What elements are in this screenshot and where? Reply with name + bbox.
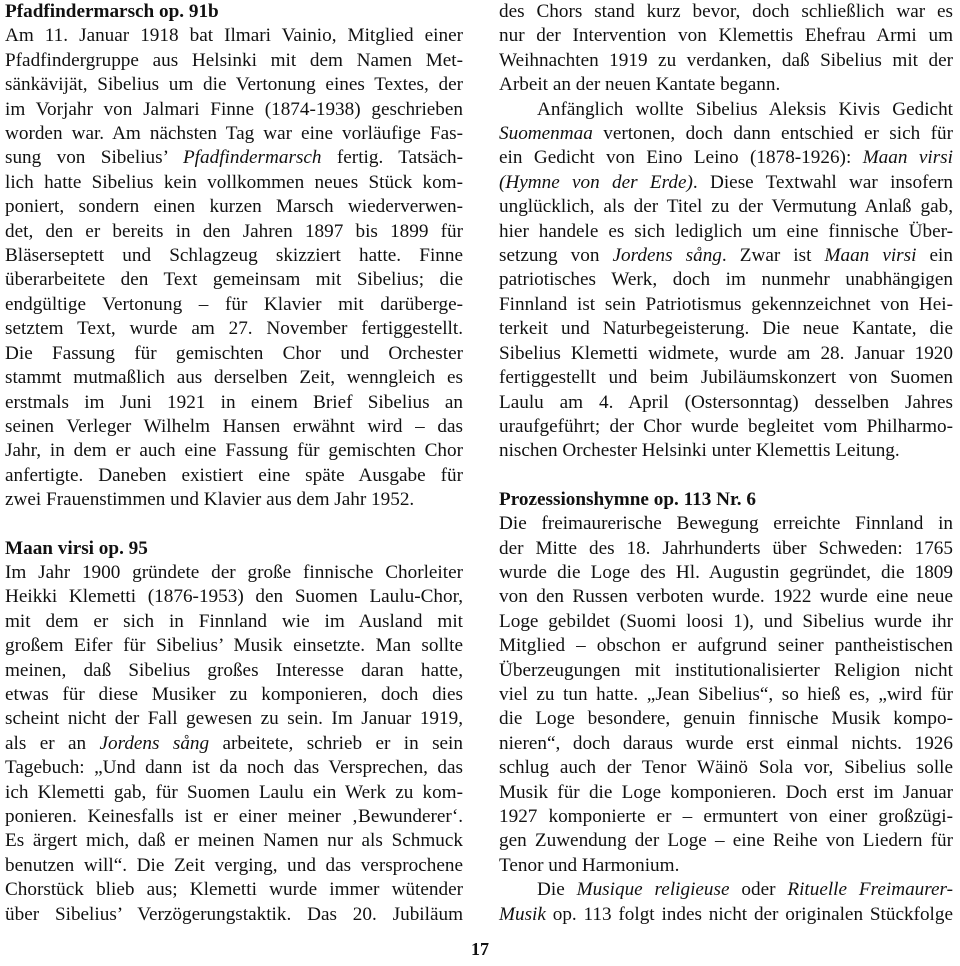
- text-line: nischen Orchester Helsinki unter Klemettis Leitung.: [499, 440, 900, 462]
- text-line: anfertigte. Daneben existiert eine späte Ausgabe für: [5, 464, 463, 486]
- text-line: endgültige Vertonung – für Klavier mit darüberge-: [5, 293, 463, 315]
- text-line: ein Gedicht von Eino Leino (1878-1926): Maan virsi: [499, 147, 953, 169]
- text-line: setztem Text, wurde am 27. November fertiggestellt.: [5, 318, 463, 340]
- text-line: stammt mutmaßlich aus derselben Zeit, wenngleich es: [5, 367, 463, 389]
- text-line: überarbeitete den Text gemeinsam mit Sibelius; die: [5, 269, 463, 291]
- text-line: zwei Frauenstimmen und Klavier aus dem Jahr 1952.: [5, 489, 415, 511]
- text-line: Bläserseptett und Schlagzeug skizziert hatte. Finne: [5, 245, 463, 267]
- text-line: Tenor und Harmonium.: [499, 854, 680, 876]
- text-line: det, den er bereits in den Jahren 1897 bis 1899 für: [5, 220, 463, 242]
- text-line: Anfänglich wollte Sibelius Aleksis Kivis Gedicht: [537, 98, 953, 120]
- text-line: Laulu am 4. April (Ostersonntag) desselben Jahres: [499, 391, 953, 413]
- prozessionshymne-paragraph: [499, 512, 953, 878]
- section-title-maan-virsi: Maan virsi op. 95: [5, 537, 148, 559]
- text-line: Suomenmaa vertonen, doch dann entschied er sich für: [499, 123, 953, 145]
- text-line: uraufgeführt; der Chor wurde begleitet vom Philharmo-: [499, 415, 953, 437]
- text-line: seinen Verleger Wilhelm Hansen erwähnt wird – das: [5, 415, 463, 437]
- text-line: worden war. Am nächsten Tag war eine vorläufige Fas-: [5, 123, 463, 145]
- text-line: Im Jahr 1900 gründete der große finnische Chorleiter: [5, 561, 463, 583]
- text-line: von den Russen verboten wurde. 1922 wurde eine neue: [499, 586, 953, 608]
- text-line: Weihnachten 1919 zu verdanken, daß Sibelius mit der: [499, 49, 953, 71]
- text-line: des Chors stand kurz bevor, doch schließlich war es: [499, 1, 953, 22]
- prozessionshymne-paragraph-2: [499, 878, 953, 927]
- right-column: [499, 0, 953, 927]
- text-line: Die freimaurerische Bewegung erreichte Finnland in: [499, 513, 953, 535]
- text-line: terkeit und Naturbegeisterung. Die neue Kantate, die: [499, 318, 953, 340]
- text-line: wurde die Loge des Hl. Augustin gegründet, die 1809: [499, 561, 953, 583]
- text-line: unglücklich, als der Titel zu der Vermutung Anlaß gab,: [499, 196, 953, 218]
- text-line: Überzeugungen mit institutionalisierter Religion nicht: [499, 659, 953, 681]
- text-line: ich Klemetti gab, für Suomen Laulu ein Werk zu kom-: [5, 781, 463, 803]
- text-line: Musik op. 113 folgt indes nicht der originalen Stückfolge: [499, 903, 953, 925]
- text-line: Pfadfindergruppe aus Helsinki mit dem Namen Met-: [5, 49, 463, 71]
- text-line: Musik für die Loge komponieren. Doch erst im Januar: [499, 781, 953, 803]
- left-column: [5, 0, 463, 927]
- text-line: (Hymne von der Erde). Diese Textwahl war insofern: [499, 171, 953, 193]
- text-line: sänkävijät, Sibelius um die Vertonung eines Textes, der: [5, 74, 463, 96]
- text-line: fertiggestellt und beim Jubiläumskonzert von Suomen: [499, 367, 953, 389]
- text-line: Arbeit an der neuen Kantate begann.: [499, 74, 781, 96]
- page-number: 17: [471, 939, 489, 959]
- text-line: gen Zuwendung der Loge – eine Reihe von Liedern für: [499, 830, 953, 852]
- text-line: patriotisches Werk, doch im nunmehr unabhängigen: [499, 269, 953, 291]
- pfadfindermarsch-paragraph: [5, 24, 463, 512]
- section-gap: [499, 464, 953, 488]
- text-line: als er an Jordens sång arbeitete, schrieb er in sein: [5, 732, 463, 754]
- text-line: Es ärgert mich, daß er meinen Namen nur als Schmuck: [5, 830, 463, 852]
- text-line: nur der Intervention von Klemettis Ehefrau Armi um: [499, 25, 953, 47]
- text-line: etwas für diese Musiker zu komponieren, doch dies: [5, 683, 463, 705]
- text-line: Sibelius Klemetti widmete, wurde am 28. Januar 1920: [499, 342, 953, 364]
- section-gap: [5, 513, 463, 537]
- text-line: mit dem er sich in Finnland wie im Ausland mit: [5, 610, 463, 632]
- text-line: meinen, daß Sibelius großes Interesse daran hatte,: [5, 659, 463, 681]
- text-line: Die Fassung für gemischten Chor und Orchester: [5, 342, 463, 364]
- text-line: erstmals im Juni 1921 in einem Brief Sibelius an: [5, 391, 463, 413]
- text-line: Finnland ist sein Patriotismus gekennzeichnet von Hei-: [499, 293, 953, 315]
- text-line: Chorstück blieb aus; Klemetti wurde immer wütender: [5, 879, 463, 901]
- maan-virsi-paragraph-2: [499, 98, 953, 464]
- text-line: Die Musique religieuse oder Rituelle Freimaurer-: [537, 879, 953, 901]
- text-line: Loge gebildet (Suomi loosi 1), und Sibelius wurde ihr: [499, 610, 953, 632]
- text-line: Heikki Klemetti (1876-1953) den Suomen Laulu-Chor,: [5, 586, 463, 608]
- text-line: hier handele es sich lediglich um eine finnische Über-: [499, 220, 953, 242]
- text-line: Jahr, in dem er auch eine Fassung für gemischten Chor: [5, 440, 463, 462]
- text-line: großem Eifer für Sibelius’ Musik einsetzte. Man sollte: [5, 635, 463, 657]
- text-line: der Mitte des 18. Jahrhunderts über Schweden: 1765: [499, 537, 953, 559]
- text-line: Mitglied – obschon er aufgrund seiner pantheistischen: [499, 635, 953, 657]
- text-line: benutzen will“. Die Zeit verging, und das versprochene: [5, 854, 463, 876]
- text-line: schlug auch der Tenor Wäinö Sola vor, Sibelius solle: [499, 757, 953, 779]
- section-title-pfadfindermarsch: Pfadfindermarsch op. 91b: [5, 1, 219, 22]
- maan-virsi-continuation: [499, 0, 953, 98]
- text-line: setzung von Jordens sång. Zwar ist Maan virsi ein: [499, 245, 953, 267]
- text-line: im Vorjahr von Jalmari Finne (1874-1938) geschrieben: [5, 98, 463, 120]
- text-line: poniert, sondern einen kurzen Marsch wiederverwen-: [5, 196, 463, 218]
- text-line: Am 11. Januar 1918 bat Ilmari Vainio, Mitglied einer: [5, 25, 463, 47]
- text-line: über Sibelius’ Verzögerungstaktik. Das 20. Jubiläum: [5, 903, 463, 925]
- text-line: scheint nicht der Fall gewesen zu sein. Im Januar 1919,: [5, 708, 463, 730]
- text-line: 1927 komponierte er – ermuntert von einer großzügi-: [499, 806, 953, 827]
- text-line: die Loge besondere, genuin finnische Musik kompo-: [499, 708, 953, 730]
- text-line: lich hatte Sibelius kein vollkommen neues Stück kom-: [5, 171, 463, 193]
- text-line: Tagebuch: „Und dann ist da noch das Versprechen, das: [5, 757, 463, 779]
- maan-virsi-paragraph: [5, 561, 463, 927]
- text-line: nieren“, doch daraus wurde erst einmal nichts. 1926: [499, 732, 953, 754]
- section-title-prozessionshymne: Prozessionshymne op. 113 Nr. 6: [499, 488, 756, 510]
- text-line: sung von Sibelius’ Pfadfindermarsch fertig. Tatsäch-: [5, 147, 463, 169]
- text-line: viel zu tun hatte. „Jean Sibelius“, so hieß es, „wird für: [499, 683, 953, 705]
- text-line: ponieren. Keinesfalls ist er einer meiner ‚Bewunderer‘.: [5, 806, 463, 827]
